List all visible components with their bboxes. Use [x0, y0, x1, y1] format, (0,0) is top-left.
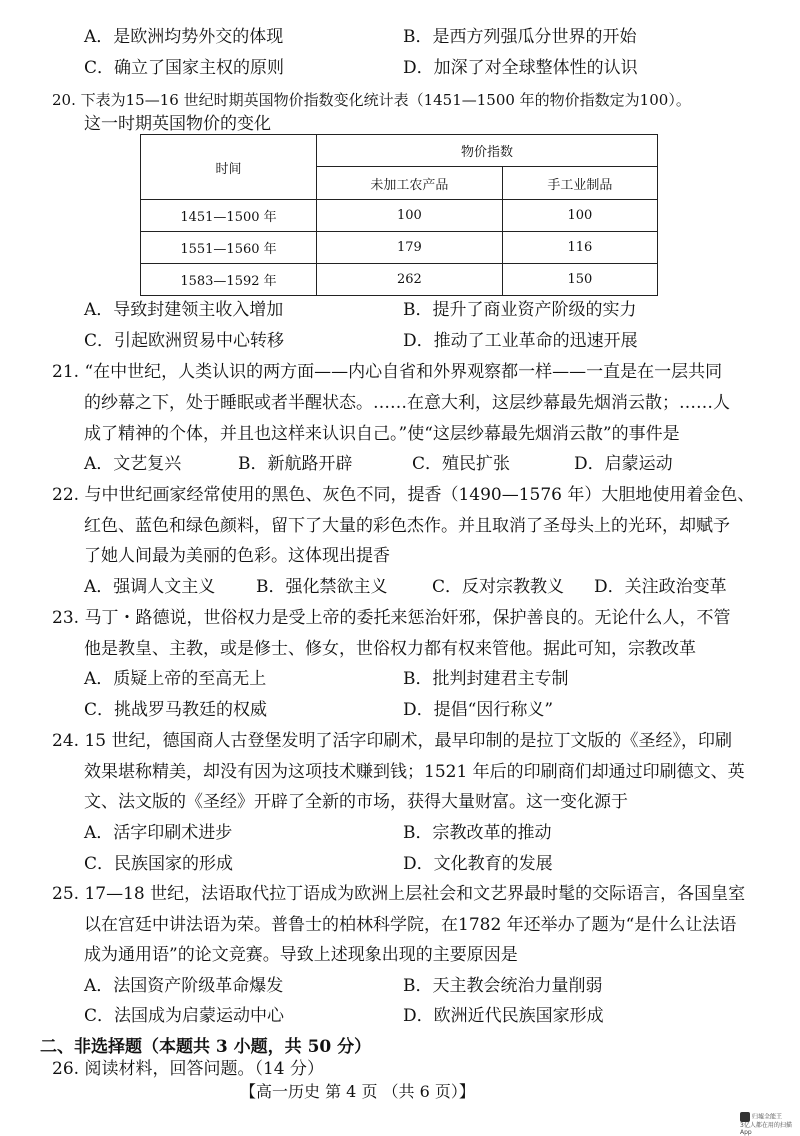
q19-option-a: A．是欧洲均势外交的体现	[84, 27, 284, 47]
table-header-handicraft: 手工业制品	[502, 167, 657, 200]
q24-stem-line2: 效果堪称精美，却没有因为这项技术赚到钱；1521 年后的印刷商们却通过印刷德文、英	[84, 762, 745, 782]
q22-option-a: A．强调人文主义	[84, 577, 216, 597]
table-cell-raw: 100	[317, 200, 503, 232]
q22-option-b: B．强化禁欲主义	[256, 577, 388, 597]
q21-option-b: B．新航路开辟	[238, 454, 353, 474]
table-cell-raw: 179	[317, 232, 503, 264]
q24-option-c: C．民族国家的形成	[84, 854, 234, 874]
q25-option-b: B．天主教会统治力量削弱	[403, 976, 603, 996]
q22-option-c: C．反对宗教教义	[432, 577, 565, 597]
q20-option-b: B．提升了商业资产阶级的实力	[403, 300, 637, 320]
scanner-logo-subtext: 3亿人都在用的扫描App	[740, 1122, 792, 1136]
q21-option-c: C．殖民扩张	[412, 454, 511, 474]
q21-stem-line3: 成了精神的个体，并且也这样来认识自己。”使“这层纱幕最先烟消云散”的事件是	[84, 424, 680, 444]
q23-option-b: B．批判封建君主专制	[403, 669, 569, 689]
q25-stem-line3: 成为通用语”的论文竞赛。导致上述现象出现的主要原因是	[84, 945, 518, 965]
table-cell-manufactured: 150	[502, 264, 657, 296]
q20-stem-line1: 20. 下表为15—16 世纪时期英国物价指数变化统计表（1451—1500 年的物价指数定为100）。	[52, 91, 691, 109]
table-header-price-index: 物价指数	[317, 135, 658, 167]
q19-option-d: D．加深了对全球整体性的认识	[403, 58, 638, 78]
q24-stem-line3: 文、法文版的《圣经》开辟了全新的市场，获得大量财富。这一变化源于	[84, 792, 628, 812]
q21-stem-line1: 21. “在中世纪，人类认识的两方面——内心自省和外界观察都一样——一直是在一层共同	[52, 362, 723, 382]
q21-option-d: D．启蒙运动	[574, 454, 673, 474]
q20-option-c: C．引起欧洲贸易中心转移	[84, 331, 285, 351]
section-heading: 二、非选择题（本题共 3 小题，共 50 分）	[40, 1037, 372, 1057]
q22-stem-line3: 了她人间最为美丽的色彩。这体现出提香	[84, 546, 390, 566]
table-cell-period: 1551—1560 年	[141, 232, 317, 264]
q20-stem-line2: 这一时期英国物价的变化	[84, 114, 271, 134]
q21-option-a: A．文艺复兴	[84, 454, 182, 474]
table-header-raw-agri: 未加工农产品	[317, 167, 503, 200]
q19-option-b: B．是西方列强瓜分世界的开始	[403, 27, 637, 47]
q23-stem-line2: 他是教皇、主教，或是修士、修女，世俗权力都有权来管他。据此可知，宗教改革	[84, 639, 696, 659]
table-cell-period: 1583—1592 年	[141, 264, 317, 296]
table-cell-manufactured: 100	[502, 200, 657, 232]
table-row	[141, 232, 658, 264]
table-cell-manufactured: 116	[502, 232, 657, 264]
q20-option-d: D．推动了工业革命的迅速开展	[403, 331, 638, 351]
price-index-table	[140, 134, 658, 296]
q23-option-a: A．质疑上帝的至高无上	[84, 669, 267, 689]
q26-stem: 26. 阅读材料，回答问题。（14 分）	[52, 1059, 324, 1079]
q20-option-a: A．导致封建领主收入增加	[84, 300, 284, 320]
q25-option-d: D．欧洲近代民族国家形成	[403, 1006, 604, 1026]
q23-option-c: C．挑战罗马教廷的权威	[84, 700, 268, 720]
table-cell-period: 1451—1500 年	[141, 200, 317, 232]
scanner-logo-text: 归墟全能王	[752, 1113, 783, 1121]
q24-stem-line1: 24. 15 世纪，德国商人古登堡发明了活字印刷术，最早印制的是拉丁文版的《圣经》，印刷	[52, 731, 732, 751]
q25-stem-line2: 以在宫廷中讲法语为荣。普鲁士的柏林科学院，在1782 年还举办了题为“是什么让法语	[84, 915, 737, 935]
q25-option-a: A．法国资产阶级革命爆发	[84, 976, 284, 996]
q25-stem-line1: 25. 17—18 世纪，法语取代拉丁语成为欧洲上层社会和文艺界最时髦的交际语言，各国皇室	[52, 884, 746, 904]
q25-option-c: C．法国成为启蒙运动中心	[84, 1006, 285, 1026]
q21-stem-line2: 的纱幕之下，处于睡眠或者半醒状态。……在意大利，这层纱幕最先烟消云散；……人	[84, 393, 730, 413]
table-cell-raw: 262	[317, 264, 503, 296]
q24-option-d: D．文化教育的发展	[403, 854, 553, 874]
q22-stem-line2: 红色、蓝色和绿色颜料，留下了大量的彩色杰作。并且取消了圣母头上的光环，却赋予	[84, 516, 730, 536]
table-row	[141, 264, 658, 296]
q23-stem-line1: 23. 马丁・路德说，世俗权力是受上帝的委托来惩治奸邪，保护善良的。无论什么人，不管	[52, 608, 731, 628]
scanner-watermark	[740, 1112, 796, 1136]
q24-option-a: A．活字印刷术进步	[84, 823, 233, 843]
q22-stem-line1: 22. 与中世纪画家经常使用的黑色、灰色不同，提香（1490—1576 年）大胆地使用着金色、	[52, 485, 755, 505]
q23-option-d: D．提倡“因行称义”	[403, 700, 554, 720]
table-row	[141, 200, 658, 232]
q22-option-d: D．关注政治变革	[594, 577, 727, 597]
q19-option-c: C．确立了国家主权的原则	[84, 58, 285, 78]
page-footer: 【高一历史 第 4 页 （共 6 页）】	[240, 1082, 475, 1101]
table-header-time: 时间	[141, 135, 317, 200]
scanner-logo-icon	[740, 1112, 750, 1122]
q24-option-b: B．宗教改革的推动	[403, 823, 552, 843]
